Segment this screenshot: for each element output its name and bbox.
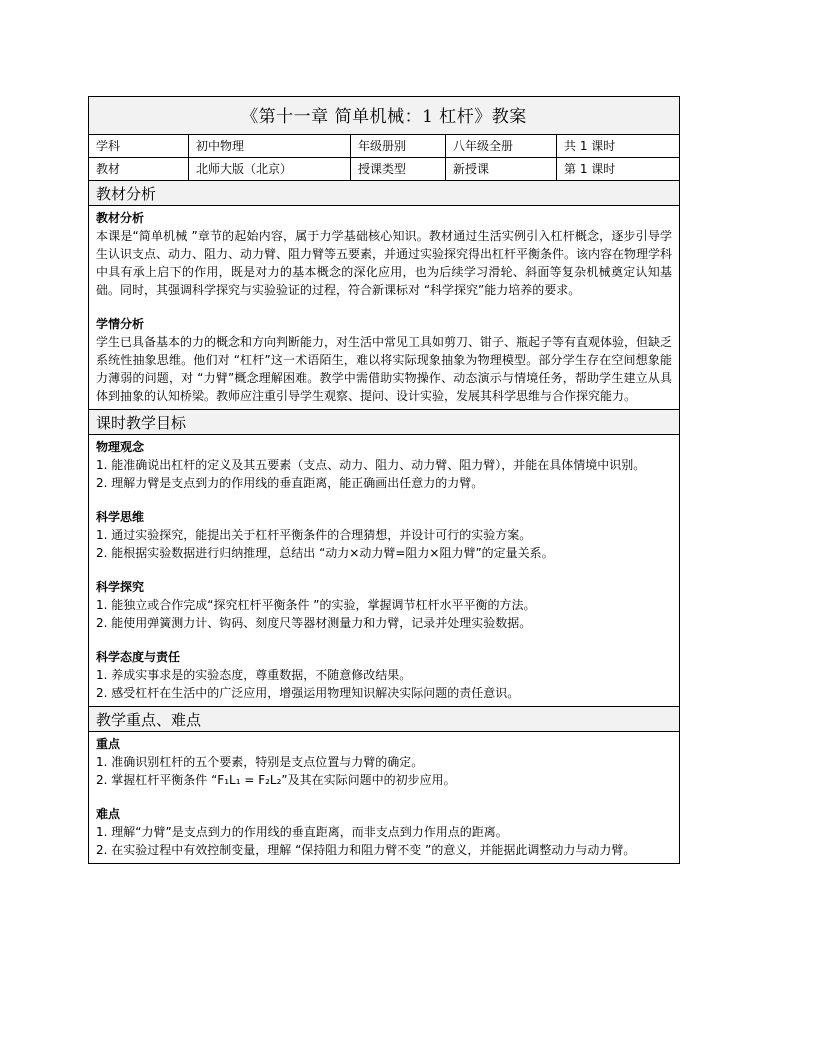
goal-group-title: 科学探究 (96, 580, 145, 594)
label-textbook: 教材 (89, 158, 189, 180)
section-body-analysis (89, 206, 679, 410)
goal-item: 1. 通过实验探究，能提出关于杠杆平衡条件的合理猜想，并设计可行的实验方案。 (96, 528, 532, 542)
goal-item: 2. 感受杠杆在生活中的广泛应用，增强运用物理知识解决实际问题的责任意识。 (96, 686, 520, 700)
page-title: 《第十一章 简单机械：1 杠杆》教案 (89, 97, 679, 135)
label-lesson-type: 授课类型 (351, 158, 446, 180)
subheading-learner-analysis: 学情分析 (96, 317, 145, 331)
lesson-plan-document (88, 96, 680, 864)
label-subject: 学科 (89, 135, 189, 157)
info-row-subject (89, 135, 679, 158)
difficult-point-item: 2. 在实验过程中有效控制变量，理解 “保持阻力和阻力臂不变 ”的意义，并能据此调整动力与动力臂。 (96, 843, 636, 857)
value-grade: 八年级全册 (446, 135, 557, 157)
section-heading-keypoints: 教学重点、难点 (89, 707, 679, 732)
info-row-textbook (89, 158, 679, 181)
section-body-keypoints (89, 732, 679, 863)
difficult-point-item: 1. 理解“力臂”是支点到力的作用线的垂直距离，而非支点到力作用点的距离。 (96, 825, 508, 839)
value-lesson-type: 新授课 (446, 158, 557, 180)
goal-item: 2. 能根据实验数据进行归纳推理，总结出 “动力×动力臂=阻力×阻力臂”的定量关系。 (96, 546, 554, 560)
goal-item: 1. 能独立或合作完成“探究杠杆平衡条件 ”的实验，掌握调节杠杆水平平衡的方法。 (96, 598, 536, 612)
learner-analysis-text: 学生已具备基本的力的概念和方向判断能力，对生活中常见工具如剪刀、钳子、瓶起子等有直观体验，但缺乏系统性抽象思维。他们对 “杠杆”这一术语陌生，难以将实际现象抽象为物理模型。部分学生存在空间想象能力薄弱的问题，对 “力臂”概念理解困难。教学中需借助实物操作、动态演示与情境任务，帮助学生建立从具体到抽象的认知桥梁。教师应注重引导学生观察、提问、设计实验，发展其科学思维与合作探究能力。 (96, 335, 673, 403)
goal-item: 2. 理解力臂是支点到力的作用线的垂直距离，能正确画出任意力的力臂。 (96, 476, 484, 490)
label-grade: 年级册别 (351, 135, 446, 157)
value-subject: 初中物理 (189, 135, 351, 157)
value-total-periods: 共 1 课时 (564, 139, 616, 153)
subheading-key-points: 重点 (96, 737, 121, 751)
goal-group-title: 科学思维 (96, 510, 145, 524)
section-heading-analysis: 教材分析 (89, 181, 679, 206)
goal-item: 1. 养成实事求是的实验态度，尊重数据，不随意修改结果。 (96, 668, 412, 682)
value-textbook: 北师大版（北京） (189, 158, 351, 180)
goal-group-title: 科学态度与责任 (96, 650, 181, 664)
goal-group-title: 物理观念 (96, 440, 145, 454)
section-body-goals (89, 435, 679, 707)
goal-item: 1. 能准确说出杠杆的定义及其五要素（支点、动力、阻力、动力臂、阻力臂），并能在具体情境中识别。 (96, 458, 646, 472)
section-heading-goals: 课时教学目标 (89, 410, 679, 435)
key-point-item: 1. 准确识别杠杆的五个要素，特别是支点位置与力臂的确定。 (96, 755, 424, 769)
key-point-item: 2. 掌握杠杆平衡条件 “F₁L₁ = F₂L₂”及其在实际问题中的初步应用。 (96, 773, 456, 787)
goal-item: 2. 能使用弹簧测力计、钩码、刻度尺等器材测量力和力臂，记录并处理实验数据。 (96, 616, 532, 630)
subheading-material-analysis: 教材分析 (96, 211, 145, 225)
value-current-period: 第 1 课时 (564, 162, 616, 176)
material-analysis-text: 本课是“简单机械 ”章节的起始内容，属于力学基础核心知识。教材通过生活实例引入杠杆概念，逐步引导学生认识支点、动力、阻力、动力臂、阻力臂等五要素，并通过实验探究得出杠杆平衡条件。该内容在物理学科中具有承上启下的作用，既是对力的基本概念的深化应用，也为后续学习滑轮、斜面等复杂机械奠定认知基础。同时，其强调科学探究与实验验证的过程，符合新课标对 “科学探究”能力培养的要求。 (96, 229, 673, 297)
subheading-difficult-points: 难点 (96, 807, 121, 821)
